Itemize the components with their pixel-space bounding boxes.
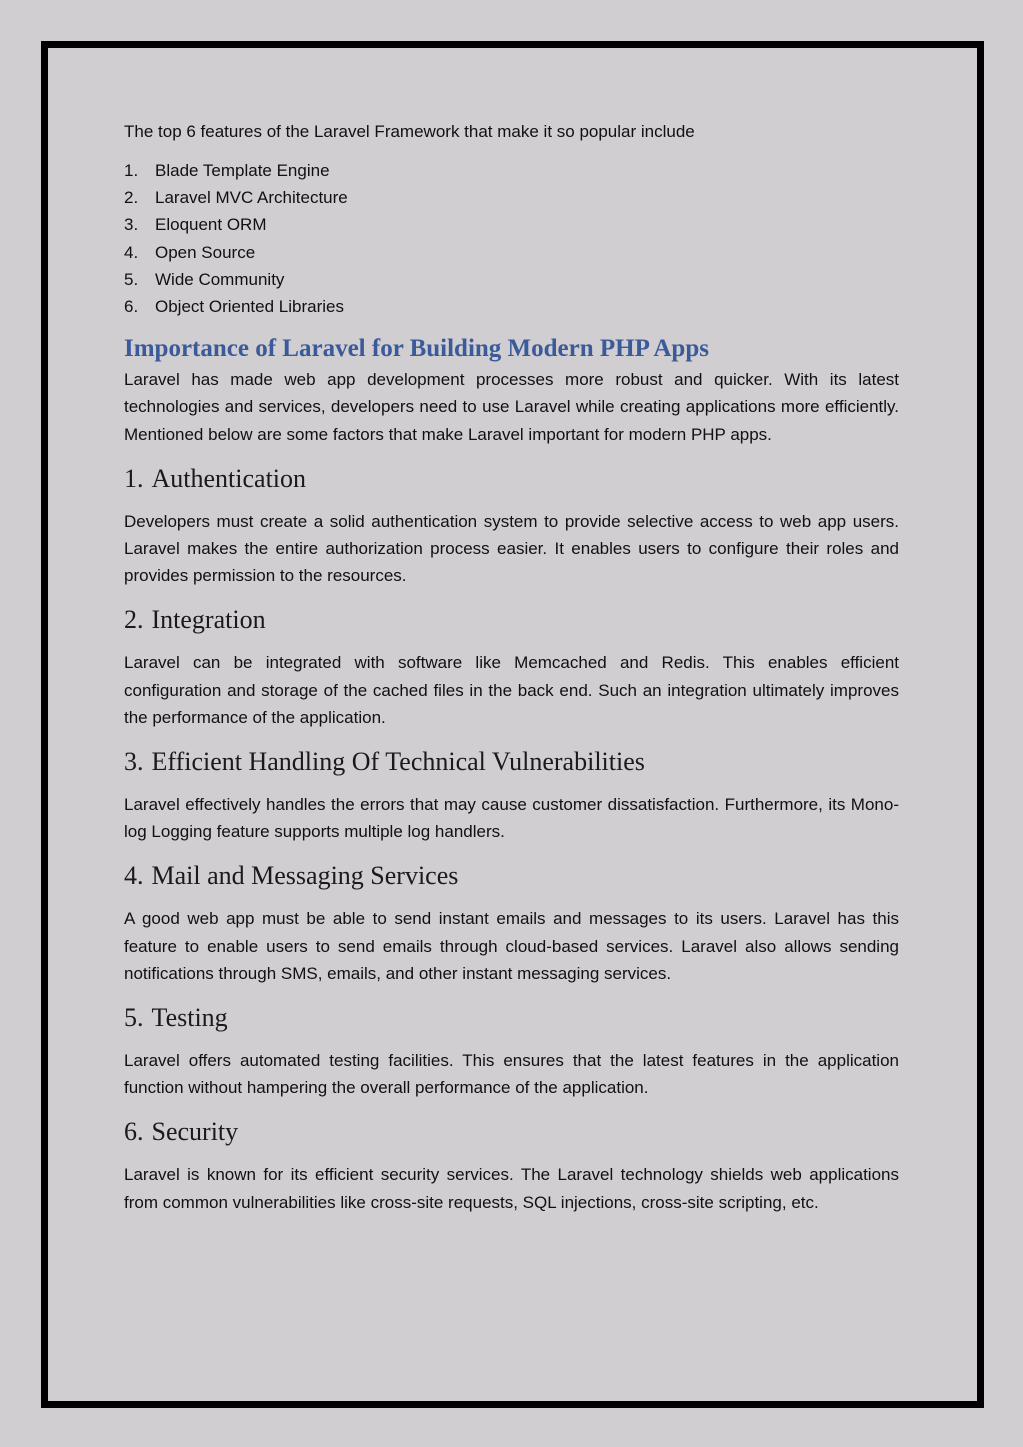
list-number: 6. bbox=[124, 297, 139, 317]
list-item-label: Wide Community bbox=[155, 269, 285, 289]
section-number: 5. bbox=[124, 1003, 144, 1033]
list-item-label: Laravel MVC Architecture bbox=[155, 188, 348, 208]
section-paragraph-vulnerabilities: Laravel effectively handles the errors that may cause customer dissatisfaction. Furthermore, its Mono-log Logging feature supports multiple log handlers. bbox=[124, 795, 899, 842]
section-number: 2. bbox=[124, 605, 144, 635]
section-number: 3. bbox=[124, 747, 144, 777]
section-paragraph-testing: Laravel offers automated testing facilities. This ensures that the latest features in the application function without hampering the overall performance of the application. bbox=[124, 1051, 899, 1098]
section-heading-security bbox=[124, 1115, 899, 1149]
list-number: 4. bbox=[124, 242, 139, 262]
section-heading-mail bbox=[124, 859, 899, 893]
list-item bbox=[124, 184, 899, 211]
section-heading-integration bbox=[124, 603, 899, 637]
section-title: Integration bbox=[151, 605, 266, 635]
section-title: Efficient Handling Of Technical Vulnerabilities bbox=[151, 747, 645, 777]
list-number: 5. bbox=[124, 269, 139, 289]
list-number: 2. bbox=[124, 188, 139, 208]
list-item bbox=[124, 157, 899, 184]
importance-heading: Importance of Laravel for Building Modern PHP Apps bbox=[124, 335, 709, 363]
section-number: 6. bbox=[124, 1117, 144, 1147]
list-item bbox=[124, 266, 899, 293]
section-paragraph-mail: A good web app must be able to send instant emails and messages to its users. Laravel has this feature to enable users to send emails through cloud-based services. Laravel also allows sending notifications through SMS, emails, and other instant messaging services. bbox=[124, 909, 899, 983]
list-number: 3. bbox=[124, 215, 139, 235]
intro-text: The top 6 features of the Laravel Framework that make it so popular include bbox=[124, 122, 695, 141]
section-paragraph-security: Laravel is known for its efficient security services. The Laravel technology shields web applications from common vulnerabilities like cross-site requests, SQL injections, cross-site scripting, etc. bbox=[124, 1165, 899, 1212]
list-item bbox=[124, 293, 899, 320]
list-item bbox=[124, 211, 899, 238]
list-item-label: Blade Template Engine bbox=[155, 161, 330, 180]
section-title: Testing bbox=[151, 1003, 228, 1033]
list-item bbox=[124, 239, 899, 266]
list-item-label: Open Source bbox=[155, 242, 256, 262]
section-title: Mail and Messaging Services bbox=[151, 861, 459, 891]
document-content bbox=[124, 118, 899, 1216]
section-number: 1. bbox=[124, 463, 144, 493]
list-item-label: Eloquent ORM bbox=[155, 215, 267, 235]
section-heading-vulnerabilities bbox=[124, 745, 899, 779]
section-heading-authentication bbox=[124, 462, 899, 496]
section-heading-testing bbox=[124, 1001, 899, 1035]
importance-paragraph: Laravel has made web app development processes more robust and quicker. With its latest technologies and services, developers need to use Laravel while creating applications more efficiently. Mentioned below are some factors that make Laravel important for modern PHP apps. bbox=[124, 370, 899, 444]
list-number: 1. bbox=[124, 161, 139, 180]
list-item-label: Object Oriented Libraries bbox=[155, 297, 344, 317]
section-number: 4. bbox=[124, 861, 144, 891]
section-title: Authentication bbox=[151, 463, 307, 493]
feature-list bbox=[124, 157, 899, 320]
section-paragraph-integration: Laravel can be integrated with software like Memcached and Redis. This enables efficient configuration and storage of the cached files in the back end. Such an integration ultimately improves the performance of the application. bbox=[124, 653, 899, 727]
section-title: Security bbox=[151, 1117, 239, 1147]
section-paragraph-authentication: Developers must create a solid authentication system to provide selective access to web app users. Laravel makes the entire authorization process easier. It enables users to configure their roles and provides permission to the resources. bbox=[124, 511, 899, 586]
